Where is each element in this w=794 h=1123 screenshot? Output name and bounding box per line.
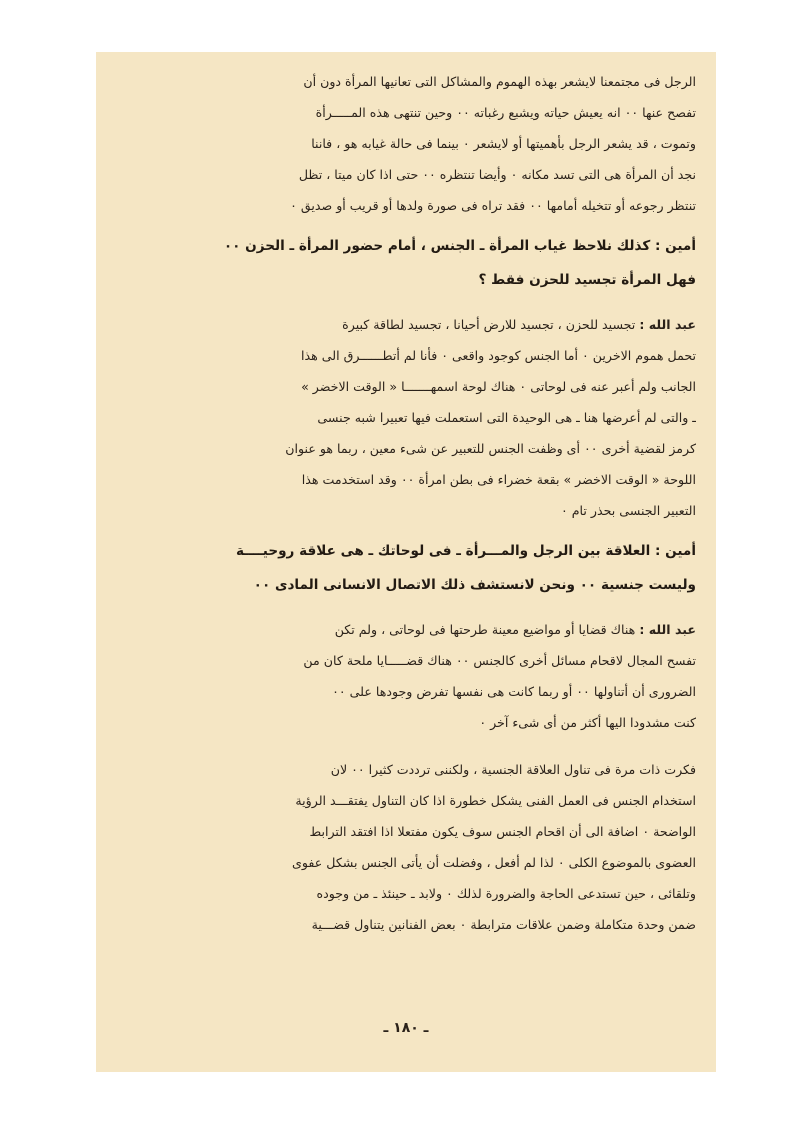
text-line: فكرت ذات مرة فى تناول العلاقة الجنسية ، ولكننى ترددت كثيرا ٠٠ لان	[330, 762, 696, 777]
text-line: الواضحة ٠ اضافة الى أن اقحام الجنس سوف يكون مفتعلا اذا افتقد الترابط	[309, 824, 696, 839]
text-line: تنتظر رجوعه أو تتخيله أمامها ٠٠ فقد تراه فى صورة ولدها أو قريب أو صديق ٠	[290, 198, 696, 213]
text-line: وتموت ، قد يشعر الرجل بأهميتها أو لايشعر ٠ بينما فى حالة غيابه هو ، فاننا	[311, 136, 696, 151]
text-line: نجد أن المرأة هى التى تسد مكانه ٠ وأيضا تنتظره ٠٠ حتى اذا كان ميتا ، تظل	[298, 167, 696, 182]
text-line: العضوى بالموضوع الكلى ٠ لذا لم أفعل ، وفضلت أن يأتى الجنس بشكل عفوى	[292, 855, 696, 870]
paragraph-1	[118, 66, 696, 221]
question-line: وليست جنسية ٠٠ ونحن لانستشف ذلك الاتصال الانسانى المادى ٠٠	[253, 577, 696, 593]
page-number: ـ ١٨٠ ـ	[383, 1020, 429, 1036]
text-line: استخدام الجنس فى العمل الفنى يشكل خطورة اذا كان التناول يفتقـــد الرؤية	[295, 793, 696, 808]
question-line: أمين : كذلك نلاحظ غياب المرأة ـ الجنس ، أمام حضور المرأة ـ الحزن ٠٠	[223, 238, 696, 254]
answer-1	[118, 309, 696, 526]
speaker-label: عبد الله :	[639, 622, 696, 637]
text-line: ـ والتى لم أعرضها هنا ـ هى الوحيدة التى استعملت فيها تعبيرا شبه جنسى	[317, 410, 696, 425]
book-page	[96, 52, 716, 1072]
answer-text: تجسيد للحزن ، تجسيد للارض أحيانا ، تجسيد لطاقة كبيرة	[342, 317, 636, 332]
text-line: الضرورى أن أتناولها ٠٠ أو ربما كانت هى نفسها تفرض وجودها على ٠٠	[332, 684, 696, 699]
text-line: كرمز لقضية أخرى ٠٠ أى وظفت الجنس للتعبير عن شىء معين ، ربما هو عنوان	[285, 441, 696, 456]
text-line: كنت مشدودا اليها أكثر من أى شىء آخر ٠	[479, 715, 696, 730]
text-line: اللوحة « الوقت الاخضر » بقعة خضراء فى بطن امرأة ٠٠ وقد استخدمت هذا	[301, 472, 696, 487]
text-line: ضمن وحدة متكاملة وضمن علاقات مترابطة ٠ بعض الفنانين يتناول قضـــية	[311, 917, 696, 932]
text-line: تحمل هموم الاخرين ٠ أما الجنس كوجود واقعى ٠ فأنا لم أتطــــــرق الى هذا	[301, 348, 696, 363]
text-line: وتلقائى ، حين تستدعى الحاجة والضرورة لذلك ٠ ولابد ـ حينئذ ـ من وجوده	[316, 886, 696, 901]
paragraph-final	[118, 754, 696, 940]
answer-2	[118, 614, 696, 738]
question-line: فهل المرأة تجسيد للحزن فقط ؟	[478, 272, 696, 288]
question-line: أمين : العلاقة بين الرجل والمـــرأة ـ فى لوحاتك ـ هى علاقة روحيــــة	[235, 543, 696, 559]
text-line: التعبير الجنسى بحذر تام ٠	[560, 503, 696, 518]
text-line: تفسح المجال لاقحام مسائل أخرى كالجنس ٠٠ هناك قضـــــايا ملحة كان من	[303, 653, 696, 668]
text-line: تفصح عنها ٠٠ انه يعيش حياته ويشبع رغباته ٠٠ وحين تنتهى هذه المـــــرأة	[315, 105, 696, 120]
answer-first-line	[118, 614, 696, 645]
question-2	[118, 534, 696, 602]
answer-first-line	[118, 309, 696, 340]
speaker-label: عبد الله :	[639, 317, 696, 332]
text-line: الرجل فى مجتمعنا لايشعر بهذه الهموم والمشاكل التى تعانيها المرأة دون أن	[303, 74, 696, 89]
answer-text: هناك قضايا أو مواضيع معينة طرحتها فى لوحاتى ، ولم تكن	[334, 622, 636, 637]
question-1	[118, 229, 696, 297]
text-line: الجانب ولم أعبر عنه فى لوحاتى ٠ هناك لوحة اسمهـــــــا « الوقت الاخضر »	[301, 379, 696, 394]
